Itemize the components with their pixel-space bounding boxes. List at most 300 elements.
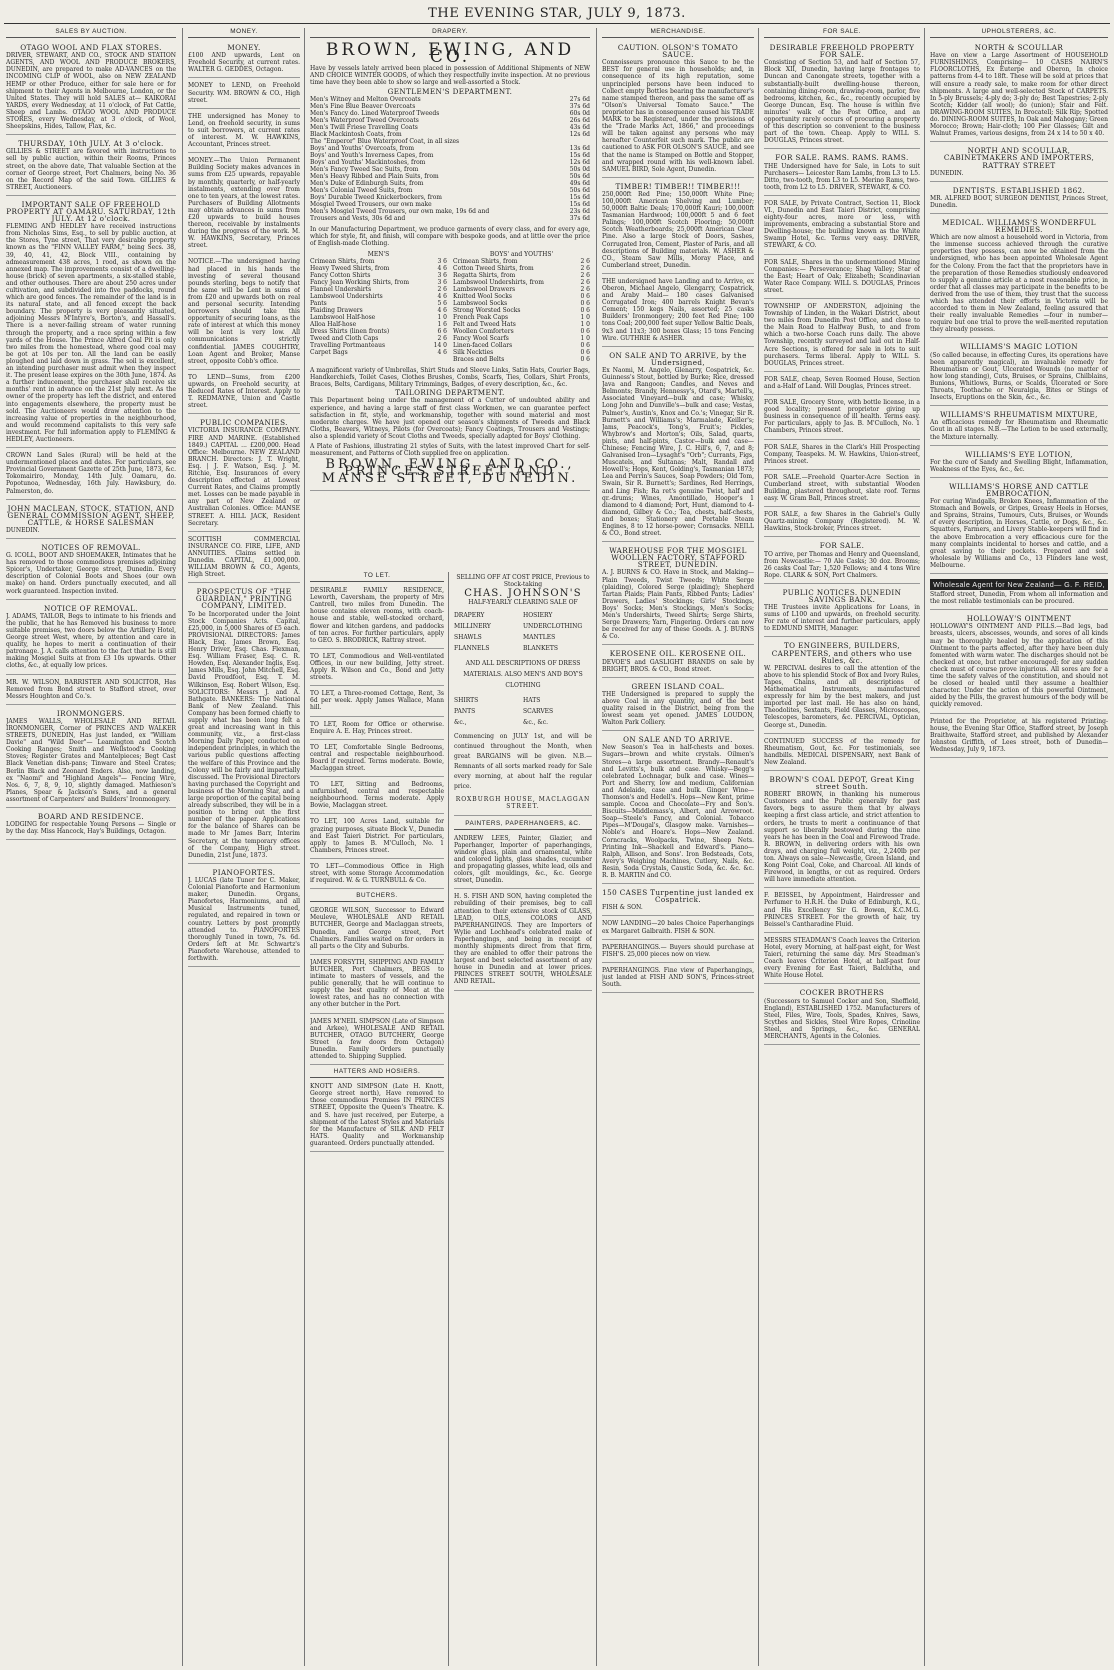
ad-body: JAMES FORSYTH, SHIPPING AND FAMILY BUTCHER, Port Chalmers, BEGS to intimate to masters of vessels, and the public generally, that he will continue to supply the best quality of Meat at the lowest rates, and has no connection with any other butcher in the Port. — [310, 958, 444, 1009]
column-money — [188, 28, 300, 1668]
price-row — [310, 131, 590, 138]
ad-body: CROWN Land Sales (Rural) will be held at the undermentioned places and dates. For particulars, see Provincial Government Gazette of 25th June, 1873, &c. Tokomairiro, Monday, 14th July. Oamaru, do. Popotunoa, Wednesday, 16th July. Hawksbury, do. Palmerston, do. — [6, 452, 176, 495]
item-price — [562, 138, 590, 145]
advertisement — [6, 541, 176, 600]
column-auctions — [6, 28, 176, 1668]
johnson-ad — [454, 572, 592, 816]
ad-body: NOW LANDING—20 bales Choice Paperhangings ex Margaret Galbraith. FISH & SON. — [602, 920, 754, 935]
price-row — [310, 117, 590, 124]
advertisement — [930, 448, 1108, 478]
advertisement — [6, 137, 176, 196]
ad-title: JOHN MACLEAN, STOCK, STATION, AND GENERAL COMMISSION AGENT, SHEEP, CATTLE, & HORSE SALESMAN — [7, 503, 175, 527]
item-price: 4 6 — [437, 349, 447, 357]
advertisement — [188, 534, 300, 584]
ad-title: ON SALE AND TO ARRIVE, by the Undersigned, — [609, 350, 747, 367]
advertisement — [602, 647, 754, 677]
advertisement — [602, 41, 754, 178]
column-divider — [304, 28, 305, 1666]
ad-title: PIANOFORTES. — [212, 867, 276, 877]
price-row — [310, 321, 447, 328]
advertisement — [188, 585, 300, 864]
item-price: 4 6 — [437, 307, 447, 315]
hatters-ad — [310, 1081, 444, 1152]
price-row — [310, 215, 590, 222]
painters-heading: PAINTERS, PAPERHANGERS, &C. — [454, 820, 592, 830]
ad-title: WILLIAMS'S HORSE AND CATTLE EMBROCATION, — [949, 481, 1089, 498]
tailoring-title: TAILORING DEPARTMENT. — [395, 388, 505, 398]
advertisement — [602, 349, 754, 542]
item-name: Boys' Durable Tweed Knickerbockers, from — [310, 193, 442, 201]
ad-body: DEVOE'S and GASLIGHT BRANDS on sale by BRIGHT, BROS. & CO., Bond street. — [602, 658, 754, 673]
advertisement — [602, 276, 754, 347]
price-row — [453, 258, 590, 265]
ad-body: FOR SALE, Grocery Store, with bottle license, in a good locality; present proprietor giving up business in consequence of ill health. Terms easy. For particulars, apply to Jas. B. M'Culloch, No. 1 Chambers, Princes street. — [764, 399, 920, 435]
ad-title: IMPORTANT SALE OF FREEHOLD PROPERTY AT OAMARU. SATURDAY, 12th JULY. At 12 o'clock. — [6, 199, 176, 224]
price-row — [310, 124, 590, 131]
advertisement — [310, 779, 444, 814]
ad-list — [602, 41, 754, 993]
fish-ad — [454, 891, 592, 990]
advertisement — [764, 151, 920, 195]
ad-list — [188, 41, 300, 967]
ad-title: THURSDAY, 10th JULY. At 3 o'clock. — [18, 139, 164, 149]
item-name: Men's Duke of Edinburgh Suits, from — [310, 179, 424, 187]
masthead — [0, 6, 1114, 21]
ad-title: GREEN ISLAND COAL. — [631, 681, 725, 691]
advertisement — [764, 509, 920, 537]
price-row — [310, 272, 447, 279]
brown-ewing-ad — [310, 41, 590, 491]
johnson-mid: AND ALL DESCRIPTIONS OF DRESS MATERIALS. ALSO MEN'S AND BOY'S CLOTHING — [463, 660, 583, 690]
item-name: Silk Neckties — [453, 349, 494, 357]
price-row — [453, 349, 590, 356]
advertisement — [6, 707, 176, 808]
advertisement — [188, 866, 300, 967]
ad-title: FOR SALE. — [819, 541, 865, 551]
item-name: Carpet Bags — [310, 349, 348, 357]
ad-title: FOR SALE. RAMS. RAMS. RAMS. — [775, 153, 909, 163]
price-row — [310, 279, 447, 286]
price-row — [453, 272, 590, 279]
ad-title: BROWN'S COAL DEPOT, Great King street South. — [769, 774, 915, 792]
column-heading: FOR SALE. — [764, 28, 920, 38]
advertisement — [188, 416, 300, 531]
ad-body: TO LET, a Three-roomed Cottage, Rent, 3s 6d per week. Apply James Wallace, Mann hill. — [310, 690, 444, 712]
column-to-let — [310, 572, 444, 1668]
ad-body: THE Undersigned have for Sale, in Lots to suit Purchasers— Leicester Ram Lambs, from L3 to L5. Ditto, two-tooth, from L3 to L5. Merino Rams, two-tooth, from L2 to L5. DRIVER, STEWART, & CO. — [764, 162, 920, 191]
ad-body: TO LET, Sitting and Bedrooms, unfurnished, central and respectable neighbourhood. Terms moderate. Apply Bowie, Maclaggan street. — [310, 781, 444, 810]
brown-ewing-intro: Have by vessels lately arrived been placed in possession of Additional Shipments of NEW AND CHOICE WINTER GOODS, of which they respectfully invite inspection. At no previous time have they been able to show so large and well-assorted a Stock. — [310, 65, 590, 87]
item-price: 2 6 — [437, 335, 447, 343]
advertisement — [764, 539, 920, 583]
item-name: Men's Twill Friese Travelling Coats — [310, 123, 418, 131]
item-price: 26s 6d — [569, 116, 590, 124]
item-name: Men's Mosgiel Tweed Trousers, our own make, 19s 6d and — [310, 207, 490, 215]
fish-text: H. S. FISH AND SON, having completed the rebuilding of their premises, beg to call attention to their extensive stock of GLASS, LEAD, OILS, COLORS AND PAPERHANGINGS. They are Importers of Wylie and Lochhead's celebrated make of Paperhangings, and being in receipt of monthly shipments direct from that firm, they are enabled to offer their patrons the largest and best selected assortment of any house in Dunedin and at lower prices. PRINCES STREET SOUTH, WHOLESALE AND RETAIL. — [454, 893, 592, 986]
ad-title: NORTH AND SCOULLAR, CABINETMAKERS AND IMPORTERS, RATTRAY STREET — [943, 146, 1095, 170]
ad-body: GEORGE WILSON, Successor to Edward Meuleve, WHOLESALE AND RETAIL BUTCHER, George and Maclaggan streets, Dunedin, and George street, Port Chalmers. Families waited on for orders in all parts o the City and Suburbs. — [310, 907, 444, 950]
ad-body: (Successors to Samuel Cocker and Son, Sheffield, England), ESTABLISHED 1752. Manufacturers of Steel, Files, Wire, Tools, Spades, Knives, Saws, Scythes and Sickles, Steel Wire Ropes, Crinoline Steel, and Springs, &c., &c. GENERAL MERCHANTS, Agents in the Colonies. — [764, 997, 920, 1040]
advertisement — [310, 742, 444, 777]
price-row — [310, 328, 447, 335]
advertisement — [930, 144, 1108, 181]
ad-title: DENTISTS. ESTABLISHED 1862. — [952, 185, 1086, 195]
column-heading: DRAPERY. — [310, 28, 590, 38]
item-price: 14 0 — [433, 342, 447, 350]
price-row — [310, 335, 447, 342]
item-price: 15s 6d — [569, 193, 590, 201]
ad-body: ROBERT BROWN, in thanking his numerous Customers and the Public generally for past favors, begs to assure them that by always keeping a first class article, and strict attention to orders, he trusts to merit a continuance of that support so liberally bestowed during the nine years he has been in the Coal and Firewood Trade. R. BROWN, in delivering orders with his own drays, and charging full weight, viz., 2,240lb per ton. Always on sale—Newcastle, Green Island, and Kong Point Coal, Coke, and Charcoal. All kinds of Firewood, in lengths, or cut as required. Orders will have immediate attention. — [764, 791, 920, 884]
item-price: 12s 6d — [569, 130, 590, 138]
advertisement — [6, 677, 176, 705]
fashion-plate-text: A Plate of Fashions, illustrating 21 styles of Suits, with the latest improved Chart for self-measurement, and Patterns of Cloth supplied free on application. — [310, 442, 590, 458]
item-name: Strong Worsted Socks — [453, 307, 521, 315]
ad-title: IRONMONGERS. — [56, 708, 126, 718]
ad-body: For curing Windgalls, Broken Knees, Inflammation of the Stomach and Bowels, or Gripes, Greasy Heels in Horses, and Sprains, Strains, Tumours, Cuts, Bruises, or Wounds of every description, in Horses, Cattle, or Dogs, &c., &c. Squatters, Farmers, and Livery Stable-keepers will find in the above Embrocation a very efficacious cure for the many complaints incidental to horses and cattle, and a great saving to their pockets. Prepared and sold wholesale by Williams and Co., 13 Flinders lane west, Melbourne. — [930, 498, 1108, 569]
ad-body: THE undersigned have Landing and to Arrive, ex Oberon, Michael Angelo, Glengarry, Cospatrick, and Araby Maid— 180 cases Galvanised Corrugated Iron; 400 barrels Knight Bevan's Cement; 150 kegs Nails, assorted; 25 casks Builders' Ironmongery; 200 feet Red Pine; 100 tons Coal; 200,000 feet super Yellow Baltic Deals, 9x3 and 11x3; 300 boxes Glass; 15 tons Fencing Wire. GUTHRIE & ASHER. — [602, 277, 754, 342]
item-price: 12s 6d — [569, 158, 590, 166]
advertisement — [602, 965, 754, 993]
ad-body: PAPERHANGINGS.— Buyers should purchase at FISH'S. 25,000 pieces now on view. — [602, 943, 754, 958]
advertisement — [6, 502, 176, 539]
advertisement — [602, 886, 754, 916]
brown-ewing-title: BROWN, EWING, AND CO. — [325, 40, 575, 68]
item-name: Men's Witney and Melton Overcoats — [310, 95, 421, 103]
item-name: Cotton Tweed Shirts, from — [453, 265, 534, 273]
advertisement — [602, 544, 754, 645]
ad-body: THE Trustees invite Applications for Loans, in sums of L100 and upwards, on freehold security. For rate of interest and further particulars, apply to EDMUND SMITH, Manager. — [764, 604, 920, 633]
item-price: 0 6 — [580, 300, 590, 308]
advertisement — [764, 374, 920, 395]
item-name: Boys' and Youth's Inverness Capes, from — [310, 151, 434, 159]
item-name: Black Mackintosh Coats, from — [310, 130, 402, 138]
goods-item: HOSIERY — [523, 612, 553, 620]
item-name: Knitted Wool Socks — [453, 293, 512, 301]
ad-body: TO LET, Comfortable Single Bedrooms, central and respectable neighbourhood. Board if required. Terms moderate. Bowie, Maclaggan street. — [310, 743, 444, 772]
price-row — [310, 152, 590, 159]
top-rule — [4, 23, 1110, 24]
advertisement — [6, 602, 176, 675]
item-name: Felt and Tweed Hats — [453, 321, 516, 329]
item-price: 5 6 — [437, 300, 447, 308]
price-row — [310, 314, 447, 321]
ad-body: DUNEDIN. — [930, 169, 964, 177]
ad-body: FOR SALE.—Freehold Quarter-Acre Section in Cumberland street, with substantial Wooden Building, plastered throughout, slate roof. Terms easy. W. Gram Ball, Princes street. — [764, 473, 920, 503]
ad-body: To be Incorporated under the Joint Stock Companies Acts. Capital, £25,000, in 5,000 Shares of £5 each. PROVISIONAL DIRECTORS: James Black, Esq. James Brown, Esq. Henry Driver, Esq. Chas. Flexman, Esq. William Fraser, Esq. C. R. Howden, Esq. Alexander Inglis, Esq. James Mills, Esq. John Mitchell, Esq. David Proudfoot, Esq. T. M. Wilkinson, Esq. Robert Wilson, Esq. SOLICITORS: Messrs J. and A. Bathgate. BANKERS: The National Bank of New Zealand. This Company has been formed chiefly to supply what has been long felt a great and increasing want in this community, viz., a first-class Morning Daily Paper, conducted on independent principles, in which the various public questions affecting the welfare of this Province and the Colony will be fairly and impartially discussed. The Provisional Directors having purchased the Copyright and business of the Morning Star, and a large proportion of the capital being already subscribed, they will be in a position to bring out the first number of the paper. Applications for the balance of Shares can be made to Mr James Barr, Interim Secretary, at the temporary offices of the Company, High street. Dunedin, 21st June, 1873. — [188, 610, 300, 859]
item-price: 50s 0d — [569, 165, 590, 173]
ad-body: LODGING for respectable Young Persons — Single or by the day. Miss Hancock, Hay's Buildings, Octagon. — [6, 821, 176, 836]
item-name: Fancy Cotton Shirts — [310, 272, 371, 280]
goods-item: UNDERCLOTHING — [523, 623, 583, 631]
to-let-list — [310, 585, 444, 889]
item-price: 4 6 — [437, 293, 447, 301]
gents-dept-title: GENTLEMEN'S DEPARTMENT. — [387, 86, 513, 96]
column-divider — [448, 572, 449, 1666]
item-price: 43s 6d — [569, 123, 590, 131]
item-name: The "Emperor" Blue Waterproof Coat, in all sizes — [310, 137, 460, 145]
item-price: 60s 0d — [569, 109, 590, 117]
ad-title: WILLIAMS'S MAGIC LOTION — [960, 342, 1078, 352]
item-name: Mosgiel Tweed Trousers, our own make — [310, 200, 432, 208]
ad-body: A. J. BURNS & CO. Have in Stock, and Making— Plain Tweeds, Twist Tweeds; White Serge (plaiding), Colored Serge (plaiding); Shepherd Tartan Plaids; Plain Pants, Ribbed Pants; Ladies' Drawers, Ladies' Stockings; Girls' Stockings, Boys' Socks; Men's Stockings, Men's Socks; Men's Undershirts, Tweed Shirts; Serge Shirts, Serge Drawers; Yarn, Fingering. Orders can now be received for any of these Goods. A. J. BURNS & Co. — [602, 569, 754, 641]
ad-body: MR. ALFRED BOOT, SURGEON DENTIST, Princes Street, Dunedin. — [930, 194, 1108, 209]
item-price: 2 6 — [580, 286, 590, 294]
price-row — [453, 335, 590, 342]
advertisement — [930, 612, 1108, 713]
ad-title: MEDICAL. WILLIAMS'S WONDERFUL REMEDIES. — [942, 217, 1096, 235]
advertisement — [764, 890, 920, 932]
advertisement — [930, 576, 1108, 610]
boys-heading: BOYS' and YOUTHS' — [489, 250, 554, 258]
ad-body: TO LEND—Sums, from £200 upwards, on Freehold security, at Reduced Rates of Interest. Apply to T. REDMAYNE, Union and Castle street. — [188, 373, 300, 410]
ad-body: FOR SALE, cheap, Seven Roomed House, Section and a-Half of Land. Will Douglas, Princes street. — [764, 375, 920, 390]
ad-title: PUBLIC COMPANIES. — [200, 418, 288, 428]
price-row — [310, 173, 590, 180]
price-row — [310, 293, 447, 300]
item-name: Regatta Shirts, from — [453, 272, 516, 280]
ad-list — [764, 41, 920, 1045]
price-row — [453, 328, 590, 335]
advertisement — [602, 918, 754, 939]
goods-item: MILLINERY — [454, 623, 491, 631]
mens-heading: MEN'S — [367, 250, 390, 258]
item-name: Trousers and Vests, 30s 6d and — [310, 214, 406, 222]
price-row — [310, 265, 447, 272]
item-name: Pants — [310, 300, 327, 308]
ad-body: TO LET, Commodious and Well-ventilated Offices, in our new building, Jetty street. Apply R. Wilson and Co., Bond and Jetty streets. — [310, 652, 444, 682]
item-price: 0 6 — [580, 328, 590, 336]
advertisement — [188, 256, 300, 369]
ad-body: TO LET, Room for Office or otherwise. Enquire A. E. Hay, Princes street. — [310, 720, 444, 735]
ad-title: BOARD AND RESIDENCE. — [37, 812, 145, 821]
ad-body: DESIRABLE FAMILY RESIDENCE, Leworth, Caversham, the property of Mrs Cantrell, two miles from Dunedin. The house contains eleven rooms, with coach-house and stable, well-stocked orchard, flower and kitchen gardens, and paddocks of ten acres. For further particulars, apply to GEO. S. BRODRICK, Rattray street. — [310, 587, 444, 644]
ad-body: TO LET—Commodious Office in High street, with some Storage Accommodation if required. W. & G. TURNBULL & Co. — [310, 862, 444, 885]
ad-body: FOR SALE, a few Shares in the Gabriel's Gully Quartz-mining Company (Registered). M. W. Hawkins, Stock-broker, Princes street. — [764, 511, 920, 533]
ad-body: MESSRS STEADMAN'S Coach leaves the Criterion Hotel, every Morning, at half-past eight, for West Taieri, returning the same day. Mrs Steadman's Coach leaves Criterion Hotel, at half-past four every Evening for East Taieri, Balclutha, and White House Hotel. — [764, 936, 920, 980]
item-name: Heavy Tweed Shirts, from — [310, 265, 390, 273]
advertisement — [602, 180, 754, 274]
ad-body: DRIVER, STEWART, AND CO., STOCK AND STATION AGENTS, AND WOOL AND PRODUCE BROKERS, DUNEDIN, are prepared to make AD-VANCES on the INCOMING CLIP of WOOL, also on NEW ZEALAND HEMP or other Produce, either for sale here or for shipment to their Agents in Melbourne, London, or the United States. They will hold SALES at— KAIKORAI YARDS, every Wednesday, at 11 o'clock, of Fat Cattle, Sheep and Lambs. OTAGO WOOL AND PRODUCE STORES, every Wednesday, at 3 o'clock, of Wool, Sheepskins, Hides, Tallow, Flax, &c. — [6, 52, 176, 131]
item-name: Boys' and Youths' Mackintoshes, from — [310, 158, 426, 166]
price-row — [310, 300, 447, 307]
item-price: 3 6 — [437, 279, 447, 287]
ad-body: FISH & SON. — [602, 904, 643, 912]
goods-item: DRAPERY — [454, 612, 485, 620]
goods-item: &c., &c. — [523, 719, 549, 727]
column-johnson — [454, 572, 592, 1668]
ad-title: Wholesale Agent for New Zealand— G. F. REID, — [930, 579, 1108, 590]
item-name: Fancy Wool Scarfs — [453, 335, 509, 343]
advertisement — [764, 198, 920, 255]
tailoring-text: This Department being under the management of a Cutter of undoubted ability and experience, and having a large staff of first class Workmen, we can guarantee perfect satisfaction in fit, style, and workmanship, together with sound material and most moderate charges. We have just opened our season's shipments of Tweeds and Black Cloths, Beavers, Witneys, Pilots (for Overcoats); Fancy Coatings, Trousers and Vestings; also a splendid variety of Scout Cloths and Tweeds, specially adapted for Boys' Clothing. — [310, 397, 590, 440]
price-row — [310, 342, 447, 349]
advertisement — [310, 651, 444, 686]
item-price: 2 6 — [437, 286, 447, 294]
price-row — [310, 110, 590, 117]
column-divider — [924, 28, 925, 1666]
column-upholsterers — [930, 28, 1108, 1668]
advertisement — [764, 472, 920, 507]
item-price: 37s 6d — [569, 214, 590, 222]
ad-body: FLEMING AND HEDLEY have received instructions from Nicholas Sims, Esq., to sell by public auction, at the Stores, Tyne street, That very desirable property known as the "FINN VALLEY FARM," being Secs. 38, 39, 40, 41, 42, Block VIII., containing by admeasurement 438 acres, 1 rood, as shown on the annexed map. The improvements consist of a dwelling-house (brick) of seven apartments, a six-stalled stable, and other outhouses. There are about 250 acres under cultivation, and subdivided into five paddocks, round which are good fences. The remainder of the land is in its natural state, and all fenced except the back boundary. The property is very pleasantly situated, adjoining Messrs M'Intyre's, Borton's, and Hassall's. There is a never-failing stream of water running through the property, and a race spring within a few yards of the House. The Prince Alfred Coal Pit is only two miles from the homestead, where good coal may be got at 10s per ton. All the land can be easily ploughed and laid down in grass. The soil is excellent, an intending purchaser must admit when they inspect it. The present lease expires on the 30th June, 1874. As a further inducement, the purchaser shall receive six months' rent in advance on the 21st July next. As the owner of the property has left the district, and entered into engagements elsewhere, the property must be sold. The Auctioneers would draw attention to the increasing value of properties in the neighbourhood, and would recommend capitalists to this very safe investment. For full information apply to FLEMING & HEDLEY, Auctioneers. — [6, 223, 176, 443]
advertisement — [764, 736, 920, 771]
column-divider — [596, 28, 597, 1666]
item-name: Flannel Undershirts — [310, 286, 372, 294]
advertisement — [764, 301, 920, 372]
item-name: Woollen Comforters — [453, 328, 514, 336]
lees-text: ANDREW LEES, Painter, Glazier, and Paperhanger, Importer of paperhangings, window glass, plain and ornamental, white and colored lights, glass shades, cucumber and propagating glasses, white lead, oils and colors, gilt mouldings, &c., &c. George street, Dunedin. — [454, 834, 592, 885]
goods-item: PANTS — [454, 708, 476, 716]
advertisement — [188, 111, 300, 153]
item-name: Lambswool Drawers — [453, 286, 516, 294]
ad-body: Consisting of Section 53, and half of Section 57, Block XII, Dunedin, having large frontages to Duncan and Canongate streets, together with a substantially-built dwelling-house thereon, containing dining-room, drawing-room, parlor, five bedrooms, kitchen, &c., &c., recently occupied by George Duncan, Esq. The house is within five minutes' walk of the Post Office, and an opportunity rarely occurs of procuring a property of this description so convenient to the business part of the town. Cheap. Apply to WILL S. DOUGLAS, Princes street. — [764, 59, 920, 145]
to-let-heading: TO LET. — [310, 572, 444, 582]
ad-body: £100 AND upwards, Lent on Freehold Security, at current rates. WALTER G. GEDDES, Octagon. — [188, 52, 300, 74]
hatters-text: KNOTT AND SIMPSON (Late H. Knott, George street north), Have removed to those commodious Premises IN PRINCES STREET, Opposite the Queen's Theatre. K. and S. have just received, per Euterpe, a shipment of the Latest Styles and Materials for the Manufacture of SILK AND FELT HATS. Quality and Workmanship guaranteed. Orders punctually attended. — [310, 1083, 444, 1147]
ad-body: Have on view a Large Assortment of HOUSEHOLD FURNISHINGS, Comprising— 10 CASES NAIRN'S FLOORCLOTHS, Ex Euterpe and Oberon, In choice patterns from 4-4 to 18ft. These will be sold at prices that will ensure a ready sale, to make room for other direct shipments. A large and well-selected Stock of CARPETS. In 5-ply Brussels; 4-ply do; 3-ply do; Best Tapestries; 2-ply Scotch; Kidder (all wool); do (union); Stair and Felt. DRAWING-ROOM SUITES, In Brocatell; Silk Rip; Spotted do. DINING-ROOM SUITES, In Oak and Mahogany; Green Morocco; Brown; Hair-cloth; 100 Pier Glasses; Gilt and Walnut Frames, various designs, from 24 x 14 to 50 x 40. — [930, 52, 1108, 138]
advertisement — [764, 257, 920, 299]
manufacturing-text: In our Manufacturing Department, we produce garments of every class, and for every age, which for style, fit, and finish, will compare with bespoke goods, and at little over the price of English-made Clothing. — [310, 225, 590, 247]
advertisement — [310, 1016, 444, 1066]
ad-title: PUBLIC NOTICES. DUNEDIN SAVINGS BANK. — [782, 587, 902, 604]
price-row — [310, 208, 590, 215]
ad-body: SCOTTISH COMMERCIAL INSURANCE CO. FIRE, LIFE, AND ANNUITIES. Claims settled in Dunedin. CAPITAL, £1,000,000. WILLIAM BROWN & CO., Agents, High Street. — [188, 535, 300, 579]
item-name: Alloa Half-hose — [310, 321, 357, 329]
ad-body: MONEY.—The Union Permanent Building Society makes advances in sums from £25 upwards, repayable by monthly, quarterly, or half-yearly instalments, extending over from one to ten years, at the lowest rates. Purchasers of Building Allotments may obtain advances in sums from £20 upwards to build houses thereon, receivable by instalments during the progress of the work. M. W. HAWKINS, Secretary, Princes street. — [188, 157, 300, 250]
ad-title: WILLIAMS'S EYE LOTION, — [965, 449, 1073, 459]
johnson-clothing-grid — [454, 695, 592, 728]
price-row — [310, 166, 590, 173]
column-heading: UPHOLSTERERS, &C. — [930, 28, 1108, 38]
advertisement — [930, 216, 1108, 339]
item-price: 2 6 — [580, 258, 590, 266]
advertisement — [930, 184, 1108, 214]
item-price: 0 6 — [580, 349, 590, 357]
item-price: 2 6 — [580, 272, 590, 280]
price-row — [310, 96, 590, 103]
johnson-body: Commencing on JULY 1st, and will be continued throughout the Month, when great BARGAINS will be given. N.B.—Remnants of all sorts marked ready for Sale every morning, at about half the regular price. — [454, 733, 592, 791]
price-row — [453, 342, 590, 349]
item-price: 1 0 — [580, 321, 590, 329]
advertisement — [310, 816, 444, 858]
item-price: 49s 6d — [569, 179, 590, 187]
item-price: 4 6 — [437, 265, 447, 273]
column-heading: MERCHANDISE. — [602, 28, 754, 38]
lees-ad — [454, 833, 592, 890]
ad-body: FOR SALE, Shares in the undermentioned Mining Companies:— Perseverance; Shag Valley; Star of the East; Heart of Oak; Elizabeth; Scandinavian Water Race Company. WILL S. DOUGLAS, Princes street. — [764, 258, 920, 294]
ad-body: JAMES WALLS, WHOLESALE AND RETAIL IRONMONGER, Corner of PRINCES AND WALKER STREETS, DUNEDIN, Has just landed, ex "William Davie" and "Wild Deer"— Leamington and Scotch Cooking Ranges; Smith and Wellstood's Cooking Stoves; Register Grates and Mantelpieces; Begt Cast Black Venetian dish-pans; Tinware and Steel Crates; Berlin Black and Zeonard Enders. Also, now landing, ex "Naomi" and "Highland Angels"— Fencing Wire, Nos. 6, 7, 8, 9, 10, slightly damaged. Mathieson's Planes, Spear & Jackson's Saws, and a general assortment of Carpenters' and Builders' Ironmongery. — [6, 717, 176, 803]
ad-title: WAREHOUSE FOR THE MOSGIEL WOOLLEN FACTORY, STAFFORD STREET, DUNEDIN. — [609, 546, 747, 570]
price-row — [310, 349, 447, 356]
ad-title: TIMBER! TIMBER!! TIMBER!!! — [615, 181, 741, 191]
price-row — [310, 145, 590, 152]
item-price: 0 6 — [580, 356, 590, 364]
item-name: Fancy Jean Working Shirts, from — [310, 279, 410, 287]
item-price: 1 0 — [580, 314, 590, 322]
ad-body: TOWNSHIP OF ANDERSTON, adjoining the Township of Linden, in the Wakari District, about two miles from Dunedin Post Office, and close to the Main Road to Halfway Bush, to and from which a two-horse Coach runs daily. The above Township, recently surveyed and laid out in Half-Acre Sections, is offered for sale in lots to suit purchasers. Terms liberal. Apply to WILL S. DOUGLAS, Princes street. — [764, 303, 920, 367]
advertisement — [310, 688, 444, 716]
advertisement — [6, 810, 176, 840]
ad-body: TO arrive, per Thomas and Henry and Queensland, from Newcastle:— 70 Ale Casks; 30 doz. Brooms; 26 casks Coal Tar; 1,520 Fellows; and 4 tons Wire Rope. CLARK & SON, Port Chalmers. — [764, 550, 920, 579]
item-name: Plaiding Drawers — [310, 307, 363, 315]
accessories-text: A magnificent variety of Umbrellas, Shirt Studs and Sleeve Links, Satin Hats, Courier Bags, Handkerchiefs, Toilet Cases, Clothes Brushes, Combs, Scarfs, Ties, Collars, Shirt Fronts, Braces, Belts, Cardigans, Military Trimmings, Badges, of every description, &c., &c. — [310, 367, 590, 389]
advertisement — [310, 861, 444, 889]
masthead-title: THE EVENING STAR, JULY 9, 1873. — [428, 6, 686, 21]
butchers-heading: BUTCHERS. — [310, 892, 444, 902]
ad-body: Printed for the Proprietor, at his registered Printing-house, the Evening Star Office, Stafford street, by Joseph Braithwaite, Stafford street, and published by Alexander Johnston Griffith, of Lees street, both of Dunedin—Wednesday, July 9, 1873. — [930, 717, 1108, 753]
advertisement — [930, 340, 1108, 406]
column-divider — [758, 28, 759, 1666]
advertisement — [764, 935, 920, 985]
ad-body: Which are now almost a household word in Victoria, from the immense success achieved through the curative properties they possess, can now be obtained from the undersigned, who has been appointed Wholesale Agent for the Colony. From the fact that the proprietors have in the preparation of those Remedies studiously endeavored to supply a genuine article at a most reasonable price, in order that all classes may participate in the benefits to be derived from the use of them, they trust that the success which has attended their efforts in Victoria will be accorded to them in New Zealand, feeling assured that their really invaluable Remedies —four in number—require but one trial to prove the well-merited reputation they already possess. — [930, 234, 1108, 334]
ad-list — [6, 41, 176, 840]
ad-title: NOTICE OF REMOVAL. — [44, 603, 138, 613]
ad-body: MONEY to LEND, on Freehold Security. WM. BROWN & CO., High street. — [188, 82, 300, 104]
ad-body: Stafford street, Dunedin, From whom all information and the most reliable testimonials can be procured. — [930, 591, 1108, 606]
item-price: 0 6 — [580, 342, 590, 350]
item-price: 13s 6d — [569, 144, 590, 152]
johnson-house: ROXBURGH HOUSE, MACLAGGAN STREET. — [455, 796, 591, 811]
item-name: Travelling Portmanteaus — [310, 342, 386, 350]
item-price: 1 0 — [580, 335, 590, 343]
price-row — [453, 321, 590, 328]
ad-body: JAMES M'NEIL SIMPSON (Late of Simpson and Arkee), WHOLESALE AND RETAIL BUTCHER, OTAGO BUTCHERY, George Street (a few doors from Octagon) Dunedin. Family Orders punctually attended to. Shipping Supplied. — [310, 1017, 444, 1060]
ad-body: 250,000ft Red Pine; 150,000ft White Pine; 100,000ft American Shelving and Lumber; 50,000ft Baltic Deals; 170,000ft Kauri; 100,000ft Tasmanian Hardwood; 100,000ft 5 and 6 feet Palings; 100,000ft Scotch Flooring; 50,000ft Scotch Weatherboards; 25,000ft American Clear Pine. Also a large Stock of Doors, Sashes, Corrugated Iron, Cement, Plaster of Paris, and all descriptions of Building materials. W. ASHER & CO., Steam Saw Mills, Moray Place, and Cumberland street, Dunedin. — [602, 190, 754, 269]
ad-body: New Season's Tea in half-chests and boxes. Sugars—brown and white crystals. Oilmen's Stores—a large assortment. Brandy—Renault's and Levitts's, bulk and case. Whisky—Begg's celebrated Lochnagar, bulk and case. Wines—Port and Sherry, low and medium, Californian and Adelaide, case and bulk. Ginger Wine—Thomson's and Hedell's. Hops—New Kent, prime sample. Cocoa and Chocolate—Fry and Son's. Biscuits—Middlemass's, Albert, and Arrowroot. Soap—Steele's Fancy, and Colonial. Tobacco Pipes—M'Dougal's, Glasgow make. Varnishes—Noble's and Hoare's. Hops—New Zealand. Corncracks, Woolpacks, Twine, Sheep Nets. Printing Ink—Shackell and Edward's. Piano—Ralph, Allison, and Sons'. Iron Bedsteads, Cots, Avery's Weighing Machines, Cutlery, Nails, &c. Resin, Soda Crystals, Caustic Soda, &c. &c. &c. R. B. MARTIN and CO. — [602, 744, 754, 880]
item-name: Men's Waterproof Tweed Overcoats — [310, 116, 419, 124]
advertisement — [310, 905, 444, 955]
item-price: 50s 6d — [569, 172, 590, 180]
item-name: Men's Fancy Tweed Sac Suits, from — [310, 165, 419, 173]
ad-body: Connoisseurs pronounce this Sauce to be the BEST for general use in households; and, in consequence of its high reputation, some unprincipled persons have been induced to Collect empty Bottles bearing the manufacturer's name stamped thereon, and pass the same off as "Olson's Universal Tomato Sauce." The proprietor has in consequence caused his TRADE MARK to be Registered, under the provisions of the "Trade Marks Act, 1866," and proceedings will be taken against any persons who may hereafter Counterfeit such mark. The public are cautioned to ASK FOR OLSON'S SAUCE, and see that the name is Stamped on Bottle and Stopper, and wrapped round with his well-known label. SAMUEL BIRD, Sole Agent, Dunedin. — [602, 59, 754, 173]
ad-body: VICTORIA INSURANCE COMPANY. FIRE AND MARINE. (Established 1849.) CAPITAL ... £200,000. Head Office: Melbourne. NEW ZEALAND BRANCH. Directors: J. T. Wright, Esq. | J. F. Watson, Esq. J. M. Ritchie, Esq. Insurances of every description effected at Lowest Current Rates, and Claims promptly met. Losses can be made payable in any part of New Zealand or Australian Colonies. Office: MANSE STREET. A. HILL JACK, Resident Secretary. — [188, 427, 300, 527]
advertisement — [6, 198, 176, 448]
ad-body: HOLLOWAY'S OINTMENT AND PILLS.—Bad legs, bad breasts, ulcers, abscesses, wounds, and sores of all kinds may be thoroughly healed by the application of this Ointment to the parts affected, after they have been duly fomented with warm water. The discharges should not be checked at once, but rather encouraged; for any sudden check must of course prove injurious. All sores are for a time the safety valves of the constitution, and should not be closed or healed until they assume a healthier character. Under the action of this powerful Ointment, aided by the Pills, the gravest humours of the body will be quickly removed. — [930, 623, 1108, 709]
price-row — [310, 194, 590, 201]
price-row — [310, 159, 590, 166]
price-row — [453, 293, 590, 300]
item-name: Lambswool Half-hose — [310, 314, 376, 322]
column-heading: SALES BY AUCTION. — [6, 28, 176, 38]
ad-body: MR. W. WILSON, BARRISTER AND SOLICITOR, Has Removed from Bond street to Stafford street, over Messrs Houghton and Co.'s. — [6, 678, 176, 700]
goods-item: FLANNELS — [454, 645, 490, 653]
item-name: Braces and Belts — [453, 356, 505, 364]
ad-title: NORTH & SCOULLAR — [974, 43, 1064, 53]
butchers-list — [310, 905, 444, 1065]
goods-item: SHAWLS — [454, 634, 482, 642]
item-price: 50s 6d — [569, 186, 590, 194]
item-price: 37s 6d — [569, 102, 590, 110]
column-heading: MONEY. — [188, 28, 300, 38]
ad-body: J. LUCAS (late Tuner for C. Maker, Colonial Pianoforte and Harmonium maker, Dunedin. Organs, Pianofortes, Harmoniums, and all Musical Instruments tuned, regulated, and repaired in town or country. Letters by post promptly attended to. PIANOFORTES thoroughly Tuned in town, 7s. 6d. Orders left at Mr. Schwartz's Pianoforte Warehouse, attended to forthwith. — [188, 876, 300, 962]
ad-body: GILLIES & STREET are favored with instructions to sell by public auction, within their Rooms, Princes street, on the above date, That valuable Section at the corner of George street, Port Chalmers, being No. 36 on the Record Map of the said Town. GILLIES & STREET, Auctioneers. — [6, 148, 176, 191]
ad-list — [930, 41, 1108, 758]
ad-body: F. BEISSEL, by Appointment, Hairdresser and Perfumer to H.R.H. the Duke of Edinburgh, K.G., and His Excellency Sir G. Bowen, K.C.M.G. PRINCES STREET. For the growth of hair, try Beissel's Cantharadine Fluid. — [764, 892, 920, 928]
column-divider — [182, 28, 183, 1666]
item-name: Tweed and Cloth Caps — [310, 335, 379, 343]
price-row — [310, 307, 447, 314]
ad-title: ON SALE AND TO ARRIVE. — [623, 735, 733, 745]
clothing-lists — [310, 251, 590, 363]
item-name: Men's Fine Blue Beaver Overcoats — [310, 102, 416, 110]
item-price: 6 6 — [437, 328, 447, 336]
ad-title: PROSPECTUS OF "THE GUARDIAN," PRINTING COMPANY, LIMITED. — [195, 587, 293, 611]
column-drapery — [310, 28, 590, 568]
ad-body: An efficacious remedy for Rheumatism and Rheumatic Gout in all stages. N.B.—The Lotion to be used externally, the Mixture internally. — [930, 419, 1108, 441]
price-row — [310, 286, 447, 293]
price-row — [453, 356, 590, 363]
ad-body: J. ADAMS, TAILOR, Begs to intimate to his friends and the public, that he has Removed his business to more suitable premises, two doors below the Artillery Hotel, George street West, where, by attention and care in quality, he hopes to merit a continuation of their patronage. J. A. calls attention to the fact that he is still making Mosgiel Suits at from £3 10s upwards. Other cloths, &c., at equally low prices. — [6, 612, 176, 670]
